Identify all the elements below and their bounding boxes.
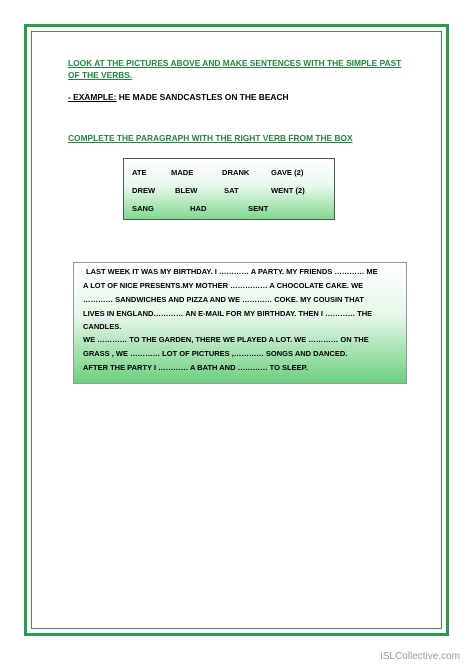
verb-item: HAD (190, 204, 207, 213)
verb-item: ATE (132, 168, 147, 177)
verb-item: DRANK (222, 168, 250, 177)
watermark: iSLCollective.com (380, 651, 460, 662)
verb-item: BLEW (175, 186, 198, 195)
verb-item: GAVE (2) (271, 168, 304, 177)
paragraph-line: LIVES IN ENGLAND………… AN E-MAIL FOR MY BIRTHDAY. THEN I ………… THE (83, 309, 373, 318)
paragraph-box (73, 262, 407, 384)
verb-box (123, 158, 335, 220)
verb-item: SAT (224, 186, 239, 195)
paragraph-line: ………… SANDWICHES AND PIZZA AND WE ………… COKE. MY COUSIN THAT (83, 295, 364, 304)
verb-item: MADE (171, 168, 194, 177)
instruction-paragraph: COMPLETE THE PARAGRAPH WITH THE RIGHT VERB FROM THE BOX (68, 133, 353, 143)
example-text: HE MADE SANDCASTLES ON THE BEACH (116, 92, 289, 102)
paragraph-line: CANDLES. (83, 322, 122, 331)
verb-item: DREW (132, 186, 156, 195)
example-sentence (68, 92, 289, 102)
verb-item: SENT (248, 204, 269, 213)
instruction-pictures: LOOK AT THE PICTURES ABOVE AND MAKE SENTENCES WITH THE SIMPLE PAST OF THE VERBS. (68, 58, 402, 80)
example-label: - EXAMPLE: (68, 92, 117, 102)
paragraph-line: GRASS , WE ………… LOT OF PICTURES ,………… SONGS AND DANCED. (83, 349, 348, 358)
paragraph-line: A LOT OF NICE PRESENTS.MY MOTHER …………… A CHOCOLATE CAKE. WE (83, 281, 364, 290)
verb-item: SANG (132, 204, 154, 213)
paragraph-line: WE ………… TO THE GARDEN, THERE WE PLAYED A LOT. WE ………… ON THE (83, 335, 369, 344)
verb-item: WENT (2) (271, 186, 305, 195)
paragraph-line: AFTER THE PARTY I ………… A BATH AND ………… TO SLEEP. (83, 363, 308, 372)
paragraph-line: LAST WEEK IT WAS MY BIRTHDAY. I ………… A PARTY. MY FRIENDS ………… ME (86, 267, 378, 276)
